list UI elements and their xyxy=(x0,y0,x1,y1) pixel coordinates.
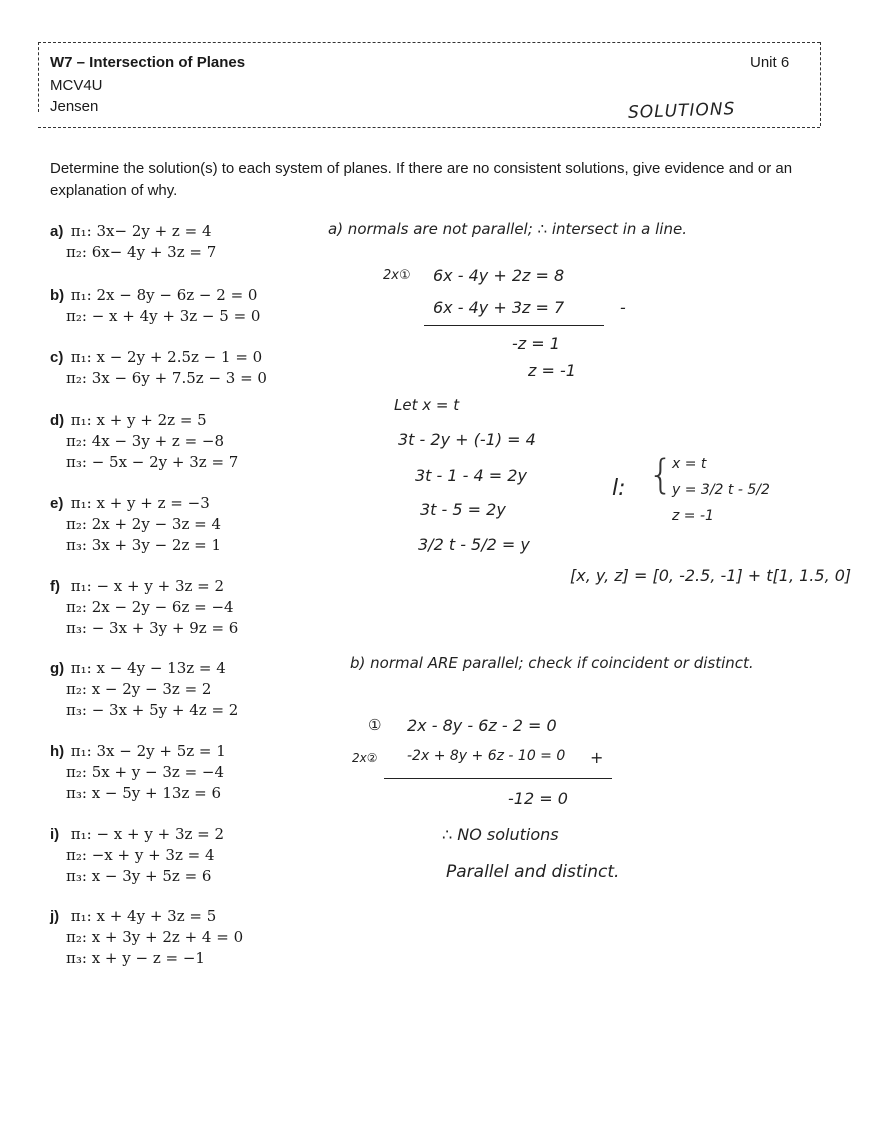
equation: π₁: x − 4y − 13z = 4 xyxy=(70,659,226,677)
solution-a-let: Let x = t xyxy=(394,396,460,414)
problem-label: h) xyxy=(50,743,65,760)
equation: π₂: 3x − 6y + 7.5z − 3 = 0 xyxy=(66,369,267,387)
solution-b-eq2: -2x + 8y + 6z - 10 = 0 xyxy=(407,748,566,764)
header-right-border xyxy=(820,42,821,126)
problem-a xyxy=(50,221,216,263)
solution-a-sub2: 3t - 1 - 4 = 2y xyxy=(415,466,527,485)
solution-a-sub4: 3/2 t - 5/2 = y xyxy=(418,535,530,554)
problem-label: g) xyxy=(50,660,65,677)
equation: π₃: x − 5y + 13z = 6 xyxy=(66,784,222,802)
equation: π₂: 2x + 2y − 3z = 4 xyxy=(66,515,222,533)
equation: π₁: 3x − 2y + 5z = 1 xyxy=(70,742,226,760)
solution-a-param-x: x = t xyxy=(672,456,707,472)
worksheet-title: W7 – Intersection of Planes xyxy=(50,54,246,71)
solution-a-param-y: y = 3/2 t - 5/2 xyxy=(672,482,770,498)
problem-f xyxy=(50,576,238,639)
solution-b-eq1: 2x - 8y - 6z - 2 = 0 xyxy=(407,716,557,735)
equation: π₂: 4x − 3y + z = −8 xyxy=(66,432,225,450)
equation: π₁: − x + y + 3z = 2 xyxy=(70,577,225,595)
equation: π₁: x + y + z = −3 xyxy=(70,494,210,512)
unit-label: Unit 6 xyxy=(750,54,790,71)
solution-a-vector-equation: [x, y, z] = [0, -2.5, -1] + t[1, 1.5, 0] xyxy=(570,566,852,585)
equation: π₂: − x + 4y + 3z − 5 = 0 xyxy=(66,307,261,325)
header-left-border xyxy=(38,42,39,112)
solution-a-underline xyxy=(424,325,604,326)
solution-b-eq2-op: + xyxy=(590,748,604,767)
solution-b-conclusion-1: ∴ NO solutions xyxy=(442,825,559,844)
equation: π₁: 3x− 2y + z = 4 xyxy=(70,222,212,240)
problem-label: f) xyxy=(50,578,60,595)
solution-b-underline xyxy=(384,778,612,779)
problem-label: d) xyxy=(50,412,65,429)
solution-a-sub1: 3t - 2y + (-1) = 4 xyxy=(398,430,536,449)
solution-a-heading: a) normals are not parallel; ∴ intersect in a line. xyxy=(328,220,687,238)
equation: π₁: x + y + 2z = 5 xyxy=(70,411,207,429)
equation: π₁: x − 2y + 2.5z − 1 = 0 xyxy=(70,348,263,366)
problem-label: c) xyxy=(50,349,64,366)
solution-b-conclusion-2: Parallel and distinct. xyxy=(446,862,620,882)
problem-d xyxy=(50,410,238,473)
solution-a-step2: 6x - 4y + 3z = 7 xyxy=(433,298,565,317)
course-code: MCV4U xyxy=(50,77,103,94)
solutions-note: SOLUTIONS xyxy=(627,99,736,123)
equation: π₃: x + y − z = −1 xyxy=(66,949,205,967)
equation: π₃: − 3x + 3y + 9z = 6 xyxy=(66,619,239,637)
problem-h xyxy=(50,741,226,804)
solution-a-step1-label: 2x① xyxy=(383,268,411,283)
instructions: Determine the solution(s) to each system of planes. If there are no consistent solutions, give evidence and or an explanation of why. xyxy=(50,160,793,199)
solution-a-param-z: z = -1 xyxy=(672,508,714,524)
equation: π₃: − 3x + 5y + 4z = 2 xyxy=(66,701,239,719)
problem-label: a) xyxy=(50,223,64,240)
equation: π₂: x − 2y − 3z = 2 xyxy=(66,680,212,698)
solution-a-step2-op: - xyxy=(620,298,626,317)
problem-label: i) xyxy=(50,826,60,843)
problem-label: b) xyxy=(50,287,65,304)
problem-i xyxy=(50,824,224,887)
teacher-name: Jensen xyxy=(50,98,99,115)
equation: π₂: x + 3y + 2z + 4 = 0 xyxy=(66,928,244,946)
problem-c xyxy=(50,347,267,389)
equation: π₂: 2x − 2y − 6z = −4 xyxy=(66,598,234,616)
equation: π₂: 5x + y − 3z = −4 xyxy=(66,763,225,781)
solution-b-eq2-label: 2x② xyxy=(352,751,378,765)
equation: π₃: x − 3y + 5z = 6 xyxy=(66,867,212,885)
problem-b xyxy=(50,285,260,327)
equation: π₂: −x + y + 3z = 4 xyxy=(66,846,215,864)
solution-b-eq1-label: ① xyxy=(368,716,382,734)
solution-b-heading: b) normal ARE parallel; check if coincident or distinct. xyxy=(350,654,754,672)
problem-e xyxy=(50,493,221,556)
solution-a-step1: 6x - 4y + 2z = 8 xyxy=(433,266,565,285)
solution-a-line-label: l: xyxy=(612,476,626,501)
equation: π₁: x + 4y + 3z = 5 xyxy=(70,907,217,925)
problem-label: j) xyxy=(50,908,60,925)
solution-a-step4: z = -1 xyxy=(528,361,576,380)
solution-b-result: -12 = 0 xyxy=(508,789,568,808)
problem-g xyxy=(50,658,238,721)
solution-a-step3: -z = 1 xyxy=(512,334,560,353)
equation: π₃: − 5x − 2y + 3z = 7 xyxy=(66,453,239,471)
equation: π₂: 6x− 4y + 3z = 7 xyxy=(66,243,217,261)
equation: π₁: 2x − 8y − 6z − 2 = 0 xyxy=(70,286,258,304)
problem-label: e) xyxy=(50,495,64,512)
equation: π₃: 3x + 3y − 2z = 1 xyxy=(66,536,222,554)
brace-icon: { xyxy=(648,452,674,498)
equation: π₁: − x + y + 3z = 2 xyxy=(70,825,225,843)
solution-a-sub3: 3t - 5 = 2y xyxy=(420,500,506,519)
problem-j xyxy=(50,906,243,969)
